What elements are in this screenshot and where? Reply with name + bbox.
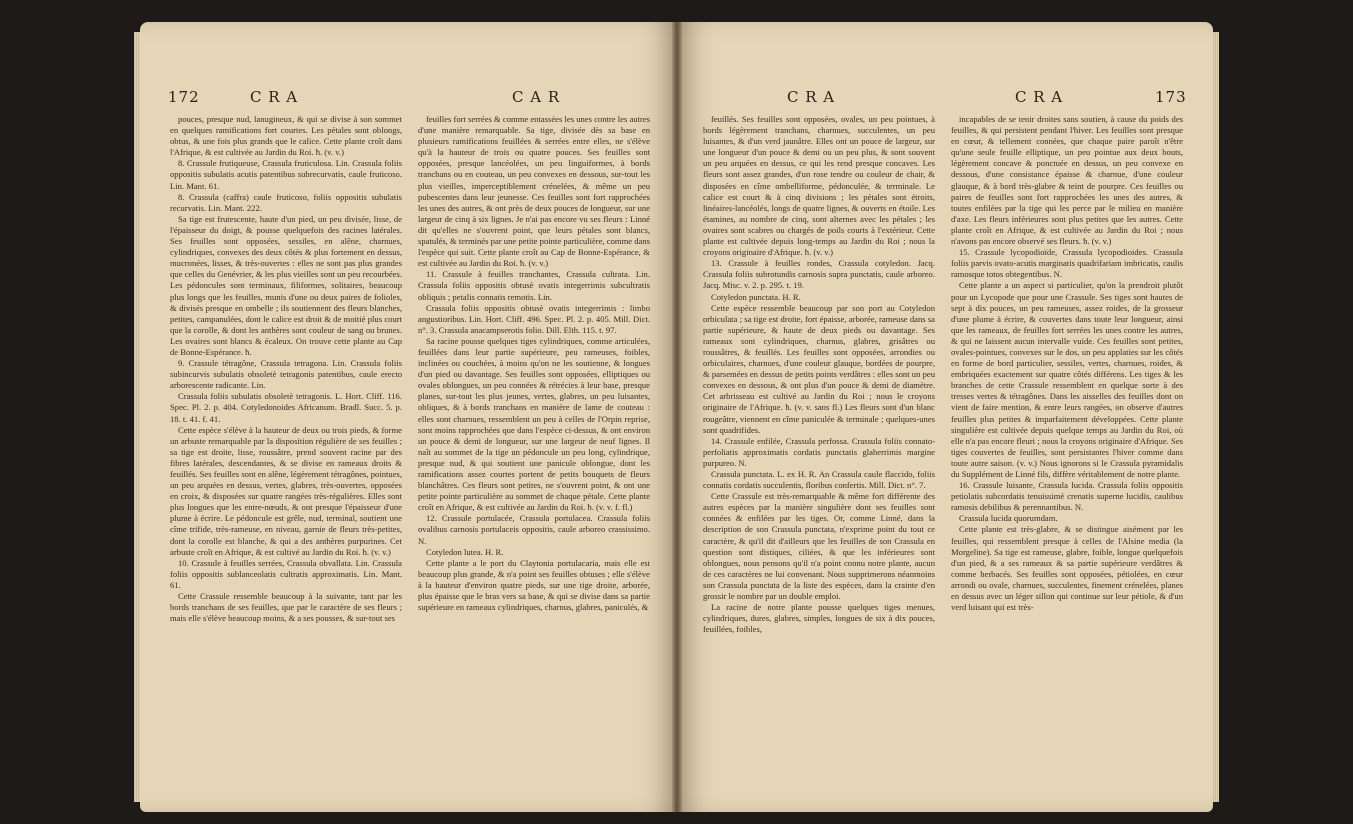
- paragraph: Sa racine pousse quelques tiges cylindriques, comme articulées, feuillées dans leur partie supérieure, peu rameuses, foibles, inclinées ou couchées, à moins qu'on ne les soutienne, & longues d'un pied ou davantage. Ses feuilles sont opposées, elliptiques ou ovales oblongues, un peu connées & rétrécies à leur base, presque planes, sur-tout les plus jeunes, vertes, glabres, un peu luisantes, obliques, & à bords tranchans en manière de lame de couteau : elles sont charnues, ressemblent un peu à celles de l'Orpin reprise, sont moins rapprochées que dans l'espèce ci-dessus, & ont environ un pouce & demi de longueur, sur une largeur de neuf lignes. Il naît au sommet de la tige un pédoncule un peu long, cylindrique, presque nud, & qui soutient une panicule oblongue, dont les ramifications assez courtes portent de petits bouquets de fleurs blanchâtres. Ces fleurs sont petites, ne s'ouvrent point, & ont une petite pointe particulière au sommet de chaque pétale. Cette plante croît en Afrique, & est cultivée au Jardin du Roi. ħ. (v. v. f. fl.): [418, 335, 650, 513]
- paragraph: 13. Crassule à feuilles rondes, Crassula cotyledon. Jacq. Crassula foliis subrotundis carnosis supra punctatis, caule arboreo. Jacq. Misc. v. 2. p. 295. t. 19.: [703, 258, 935, 291]
- page-number-left: 172: [168, 88, 200, 106]
- paragraph: Cette espèce s'élève à la hauteur de deux ou trois pieds, & forme un arbuste remarquable par la disposition régulière de ses feuilles ; sa tige est droite, lisse, roussâtre, prend souvent racine par des fibres latérales, descendantes, & se divise en rameaux droits & feuillés. Ses feuilles sont en alêne, légèrement tétragônes, pointues, un peu arquées en dessus, vertes, glabres, très-ouvertes, opposées en croix, & disposées sur quatre rangées très-régulières. Elles sont plus longues que les entre-nœuds, & ont presque l'épaisseur d'une plume à écrire. Le pédoncule est grêle, nud, terminal, soutient une cîme trifide, très-rameuse, en niveau, garnie de fleurs très-petites, dont la corolle est blanche, & qui a des anthères purpurines. Cet arbuste croît en Afrique, & est cultivé au Jardin du Roi. ħ. (v. v.): [170, 424, 402, 557]
- right-page: [677, 22, 1213, 812]
- paragraph: Sa tige est frutescente, haute d'un pied, un peu divisée, lisse, de l'épaisseur du doigt, & pousse quelquefois des racines latérales. Ses feuilles sont opposées, sessiles, en alêne, charnues, cylindriques, convexes des deux côtés & plus fortement en dessus, mucronées, lisses, & très-ouvertes : elles ne sont pas plus grandes que celles du Genévrier, & les plus vieilles sont un peu recourbées. Les pédoncules sont terminaux, filiformes, solitaires, beaucoup plus longs que les feuilles, munis d'une ou deux paires de folioles, & divisés presque en ombelle ; ils soutiennent des fleurs blanches, petites, campanulées, dont le calice est droit & de moitié plus court que la corolle, & dont les anthères sont couleur de sang ou brunes. Les ovaires sont blancs & écaleux. On trouve cette plante au Cap de Bonne-Espérance. ħ.: [170, 213, 402, 357]
- paragraph: Cette plante est très-glabre, & se distingue aisément par les feuilles, qui ressemblent presque à celles de l'Alsine media (la Morgeline). Sa tige est rameuse, glabre, foible, longue quelquefois d'un pied, & a ses rameaux & sa partie supérieure verdâtres & comme herbacés. Ses feuilles sont opposées, pétiolées, en cœur arrondi ou ovale, charnues, succulentes, finement crénelées, planes en dessus avec un léger sillon qui continue sur leur pétiole, & d'un verd luisant qui est très-: [951, 524, 1183, 613]
- right-page-column-1: [703, 114, 935, 635]
- paragraph: pouces, presque nud, lanugineux, & qui se divise à son sommet en quelques ramifications fort courtes. Les pétales sont oblongs, obtus, & une fois plus grands que le calice. Cette plante croît dans l'Afrique, & est cultivée au Jardin du Roi. ħ. (v. v.): [170, 114, 402, 158]
- paragraph: 15. Crassule lycopodioïde, Crassula lycopodioides. Crassula foliis parvis ovato-acutis marginatis quadrifariam imbricatis, caulis ramosque totos obtegentibus. N.: [951, 247, 1183, 280]
- paragraph: Cette Crassule est très-remarquable & même fort différente des autres espèces par la manière singulière dont ses feuilles sont connées & enfilées par les tiges. Or, comme Linné, dans la description de son Crassula punctata, n'exprime point du tout ce caractère, & qu'il dit d'ailleurs que les feuilles de son Crassula en question sont distiques, ciliées, & que les inférieures sont oblongues, nous pensons qu'il n'a point connu notre plante, aucun de ces caractères ne lui convenant. Nous supprimerons néanmoins son Crassula punctata de la liste des espèces, dans la crainte d'en grossir le nombre par un double emploi.: [703, 491, 935, 602]
- left-page-column-2: [418, 114, 650, 613]
- paragraph: 10. Crassule à feuilles serrées, Crassula obvallata. Lin. Crassula foliis oppositis sublanceolatis cultratis approximatis. Lin. Mant. 61.: [170, 557, 402, 590]
- paragraph: Crassula foliis oppositis obtusè ovatis integerrimis : limbo angustioribus. Lin. Hort. Cliff. 496. Spec. Pl. 2. p. 405. Mill. Dict. n°. 3. Crassula anacampserotis folio. Dill. Elth. 115. t. 97.: [418, 302, 650, 335]
- paragraph: 8. Crassula (caffra) caule fruticoso, foliis oppositis subulatis recurvatis. Lin. Mant. 222.: [170, 191, 402, 213]
- paragraph: 12. Crassule portulacée, Crassula portulacea. Crassula foliis ovalibus carnosis portulaceis oppositis, caule arboreo crassissimo. N.: [418, 513, 650, 546]
- paragraph: feuilles fort serrées & comme entassées les unes contre les autres d'une manière remarquable. Sa tige, divisée dès sa base en plusieurs ramifications feuillées & serrées entre elles, ne s'élève qu'à la hauteur de trois ou quatre pouces. Ses feuilles sont opposées, presque lancéolées, un peu linguiformes, à bords tranchans ou en couteau, un peu convexes en dessous, sur-tout les plus vieilles, imperceptiblement crénelées, & même un peu pubescentes dans leur jeunesse. Ces feuilles sont fort rapprochées les unes des autres, & ont près de deux pouces de longueur, sur une largeur de cinq à six lignes. Je n'ai pas encore vu ses fleurs : Linné dit qu'elles ne s'ouvrent point, que leurs pétales sont blancs, spatulés, & terminés par une petite pointe particulière, comme dans l'espèce qui suit. Cette plante croît au Cap de Bonne-Espérance, & est cultivée au Jardin du Roi. ħ. (v. v.): [418, 114, 650, 269]
- paragraph: Cotyledon lutea. H. R.: [426, 546, 504, 557]
- paragraph: 16. Crassule luisante, Crassula lucida. Crassula foliis oppositis petiolatis subcordatis tenuissimè crenatis superne lucidis, caulibus ramosis debilibus & perennantibus. N.: [951, 480, 1183, 513]
- paragraph: 9. Crassule tétragône, Crassula tetragona. Lin. Crassula foliis subincurvis subulatis obsoletè tetragonis patentibus, caule erecto arborescente radicante. Lin.: [170, 358, 402, 391]
- paragraph: feuillés. Ses feuilles sont opposées, ovales, un peu pointues, à bords légèrement tranchans, charnues, succulentes, un peu luisantes, & d'un verd jaunâtre. Elles ont un pouce de largeur, sur une longueur d'un pouce & demi ou un peu plus, & sont souvent un peu arquées en dessus, ce qui les rend presque concaves. Les fleurs sont assez grandes, d'un rose tendre ou couleur de chair, & disposées en cîme ombelliforme, pédonculée, & terminale. Le calice est court & à cinq divisions ; les pétales sont étroits, linéaires-lancéolés, longs de quatre lignes, & ouverts en étoile. Les étamines, au nombre de cinq, sont alternes avec les pétales ; les ovaires sont scabres ou chargés de poils courts à l'extérieur. Cette plante est cultivée depuis long-temps au Jardin du Roi ; nous la croyons originaire d'Afrique. ħ. (v. v.): [703, 114, 935, 258]
- paragraph: incapables de se tenir droites sans soutien, à cause du poids des feuilles, & qui persistent pendant l'hiver. Les feuilles sont presque en cœur, & tellement connées, que chaque paire paroît n'être qu'une seule feuille elliptique, un peu pointue aux deux bouts, légèrement concave & ponctuée en dessus, un peu convexe en dessous, d'une consistance épaisse & charnue, d'une couleur glauque, & à bord très-glabre & teint de pourpre. Ces feuilles ou paires de feuilles sont fort rapprochées les unes des autres, & toutes enfilées par la tige qui les perce par le milieu en manière d'axe. Les fleurs inférieures sont plus petites que les autres. Cette plante croît en Afrique, & est cultivée au Jardin du Roi ; nous n'avons pas encore observé ses fleurs. ħ. (v. v.): [951, 114, 1183, 247]
- paragraph: La racine de notre plante pousse quelques tiges menues, cylindriques, dures, glabres, simples, longues de six à dix pouces, feuillées, foibles,: [703, 602, 935, 635]
- paragraph: Crassula lucida quorumdam.: [959, 513, 1058, 524]
- running-head-left-b: C A R: [512, 88, 561, 106]
- paragraph: Cotyledon punctata. H. R.: [711, 291, 801, 302]
- right-page-column-2: [951, 114, 1183, 613]
- paragraph: Cette espèce ressemble beaucoup par son port au Cotyledon orbiculata ; sa tige est droite, fort épaisse, arborée, rameuse dans sa partie supérieure, & haute de deux pieds ou davantage. Ses rameaux sont cylindriques, charnus, glabres, grisâtres ou roussâtres, & feuillés. Les feuilles sont opposées, arrondies ou orbiculaires, charnues, d'une couleur glauque, bordées de pourpre, & parsemées en dessus de petits points verdâtres : elles sont un peu convexes en dessous, & ont plus d'un pouce & demi de diamètre. Cet arbrisseau est cultivé au Jardin du Roi ; nous le croyons originaire de l'Afrique. ħ. (v. v. sans fl.) Les fleurs sont d'un blanc rougeâtre, viennent en cîme paniculée & terminale ; quelques-unes sont quadrifides.: [703, 302, 935, 435]
- paragraph: Cette plante a le port du Claytonia portulacaria, mais elle est beaucoup plus grande, & n'a point ses feuilles obtuses ; elle s'élève à la hauteur d'environ quatre pieds, sur une tige droite, arborée, plus épaisse que le bras vers sa base, & qui se divise dans sa partie supérieure en rameaux cylindriques, charnus, glabres, paniculés, &: [418, 557, 650, 613]
- running-head-right-a: C R A: [787, 88, 836, 106]
- book-gutter: [672, 22, 682, 812]
- page-number-right: 173: [1155, 88, 1187, 106]
- paragraph: 11. Crassule à feuilles tranchantes, Crassula cultrata. Lin. Crassula foliis oppositis obtusè ovatis integerrimis subcultratis obliquis ; petalis connatis remotis. Lin.: [418, 269, 650, 302]
- running-head-right-b: C R A: [1015, 88, 1064, 106]
- paragraph: Cette Crassule ressemble beaucoup à la suivante, tant par les bords tranchans de ses feuilles, que par le caractère de ses fleurs ; mais elle s'élève beaucoup moins, & a ses pousses, & sur-tout ses: [170, 591, 402, 624]
- paragraph: 14. Crassule enfilée, Crassula perfossa. Crassula foliis connato-perfoliatis approximatis cordatis punctatis glaberrimis margine purpureo. N.: [703, 435, 935, 468]
- running-head-left-a: C R A: [250, 88, 299, 106]
- paragraph: Crassula foliis subulatis obsoletè tetragonis. L. Hort. Cliff. 116. Spec. Pl. 2. p. 404. Cotyledonoides Africanum. Bradl. Succ. 5. p. 18. t. 41. f. 41.: [170, 391, 402, 424]
- left-page-column-1: [170, 114, 402, 624]
- paragraph: Crassula punctata. L. ex H. R. An Crassula caule flaccido, foliis connatis cordatis succulentis, floribus confertis. Mill. Dict. n°. 7.: [703, 469, 935, 491]
- left-page: [140, 22, 677, 812]
- paragraph: 8. Crassule frutiqueuse, Crassula fruticulosa. Lin. Crassula foliis oppositis subulatis acutis patentibus subrecurvatis, caule fruticoso. Lin. Mant. 61.: [170, 158, 402, 191]
- paragraph: Cette plante a un aspect si particulier, qu'on la prendroit plutôt pour un Lycopode que pour une Crassule. Ses tiges sont hautes de sept à dix pouces, un peu rameuses, assez roides, de la grosseur d'une plume à écrire, & couvertes dans toute leur longueur, ainsi que les rameaux, de feuilles fort serrées les unes contre les autres, & qui ne laissent aucun intervalle vuide. Ces feuilles sont petites, ovales-pointues, convexes sur le dos, un peu applaties sur les côtés en forme de bord particulier, sessiles, vertes, charnues, roides, & embriquées exactement sur quatre côtés différens. Les tiges & les branches de cette Crassule ressemblent en quelque sorte à des tresses vertes & tétragônes. Dans les aisselles des feuilles dont on vient de faire mention, & entre leurs rangées, on observe d'autres feuilles plus petites & imparfaitement développées. Cette plante singulière est cultivée depuis quelque temps au Jardin du Roi, où elle n'a pas encore fleuri ; nous la croyons originaire d'Afrique. Ses tiges couvertes de feuilles, sont persistantes l'hiver comme dans toute autre saison. (v. v.) Nous ignorons si le Crassula pyramidalis du Supplément de Linné fils, diffère véritablement de notre plante.: [951, 280, 1183, 479]
